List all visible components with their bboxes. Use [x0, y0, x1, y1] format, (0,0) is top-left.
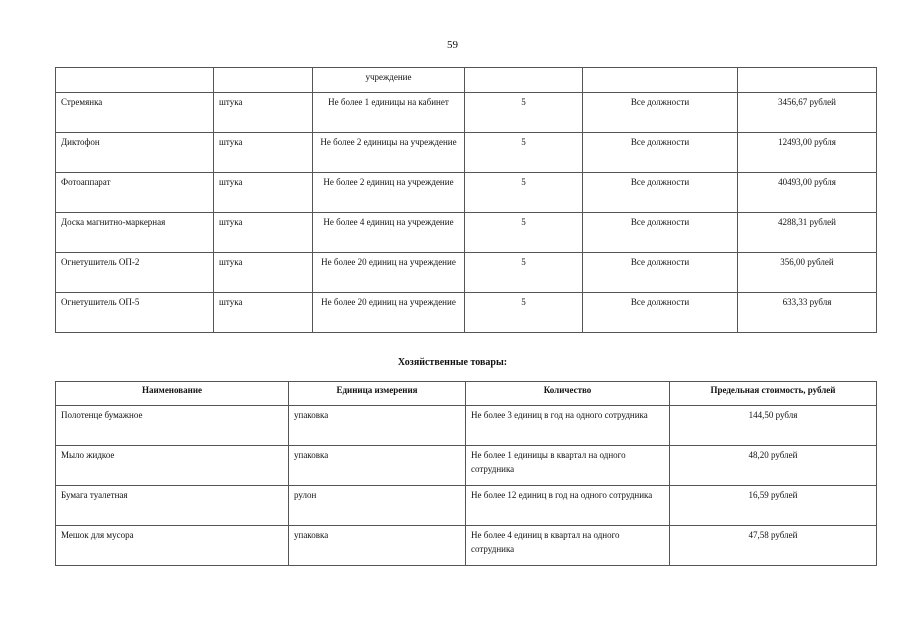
item-price: 144,50 рубля [670, 406, 877, 446]
item-years: 5 [465, 133, 583, 173]
item-name: Бумага туалетная [56, 486, 289, 526]
item-quantity: Не более 4 единиц на учреждение [313, 213, 465, 253]
table-row [56, 253, 877, 293]
equipment-table [55, 67, 877, 333]
item-unit: штука [214, 93, 313, 133]
item-years: 5 [465, 253, 583, 293]
item-unit: штука [214, 253, 313, 293]
household-goods-table [55, 381, 877, 566]
table-row [56, 446, 877, 486]
item-unit: штука [214, 173, 313, 213]
item-years: 5 [465, 213, 583, 253]
item-unit: упаковка [289, 526, 466, 566]
column-header: Предельная стоимость, рублей [670, 382, 877, 406]
item-price: 47,58 рублей [670, 526, 877, 566]
item-years: 5 [465, 173, 583, 213]
table-row-continued [56, 68, 877, 93]
table-cell [56, 68, 214, 93]
table-row [56, 406, 877, 446]
item-positions: Все должности [583, 253, 738, 293]
table-row [56, 133, 877, 173]
table-row [56, 93, 877, 133]
item-price: 3456,67 рублей [738, 93, 877, 133]
table-cell [465, 68, 583, 93]
item-unit: штука [214, 213, 313, 253]
item-price: 633,33 рубля [738, 293, 877, 333]
table-row [56, 293, 877, 333]
item-quantity: Не более 2 единицы на учреждение [313, 133, 465, 173]
table-cell [583, 68, 738, 93]
column-header: Наименование [56, 382, 289, 406]
item-price: 40493,00 рубля [738, 173, 877, 213]
item-quantity: Не более 20 единиц на учреждение [313, 253, 465, 293]
section-title: Хозяйственные товары: [397, 357, 508, 368]
item-price: 356,00 рублей [738, 253, 877, 293]
item-years: 5 [465, 293, 583, 333]
item-quantity: Не более 3 единиц в год на одного сотрудника [466, 406, 670, 446]
item-name: Диктофон [56, 133, 214, 173]
item-name: Мешок для мусора [56, 526, 289, 566]
item-positions: Все должности [583, 293, 738, 333]
item-positions: Все должности [583, 173, 738, 213]
item-unit: штука [214, 133, 313, 173]
table-row [56, 173, 877, 213]
item-name: Доска магнитно-маркерная [56, 213, 214, 253]
table-cell [738, 68, 877, 93]
item-name: Огнетушитель ОП-2 [56, 253, 214, 293]
item-name: Стремянка [56, 93, 214, 133]
item-quantity: Не более 12 единиц в год на одного сотрудника [466, 486, 670, 526]
item-positions: Все должности [583, 133, 738, 173]
item-quantity: Не более 20 единиц на учреждение [313, 293, 465, 333]
item-positions: Все должности [583, 213, 738, 253]
table-cell: учреждение [313, 68, 465, 93]
page-number: 59 [447, 39, 458, 51]
item-unit: упаковка [289, 406, 466, 446]
item-years: 5 [465, 93, 583, 133]
item-price: 16,59 рублей [670, 486, 877, 526]
item-quantity: Не более 1 единицы в квартал на одного сотрудника [466, 446, 670, 486]
column-header: Количество [466, 382, 670, 406]
item-name: Фотоаппарат [56, 173, 214, 213]
table-row [56, 486, 877, 526]
item-name: Мыло жидкое [56, 446, 289, 486]
item-quantity: Не более 4 единиц в квартал на одного сотрудника [466, 526, 670, 566]
item-quantity: Не более 2 единиц на учреждение [313, 173, 465, 213]
table-cell [214, 68, 313, 93]
item-price: 12493,00 рубля [738, 133, 877, 173]
table-row [56, 213, 877, 253]
column-header: Единица измерения [289, 382, 466, 406]
item-price: 48,20 рублей [670, 446, 877, 486]
item-name: Полотенце бумажное [56, 406, 289, 446]
table-header-row [56, 382, 877, 406]
item-unit: рулон [289, 486, 466, 526]
table-row [56, 526, 877, 566]
item-unit: штука [214, 293, 313, 333]
item-name: Огнетушитель ОП-5 [56, 293, 214, 333]
item-quantity: Не более 1 единицы на кабинет [313, 93, 465, 133]
item-unit: упаковка [289, 446, 466, 486]
item-price: 4288,31 рублей [738, 213, 877, 253]
item-positions: Все должности [583, 93, 738, 133]
